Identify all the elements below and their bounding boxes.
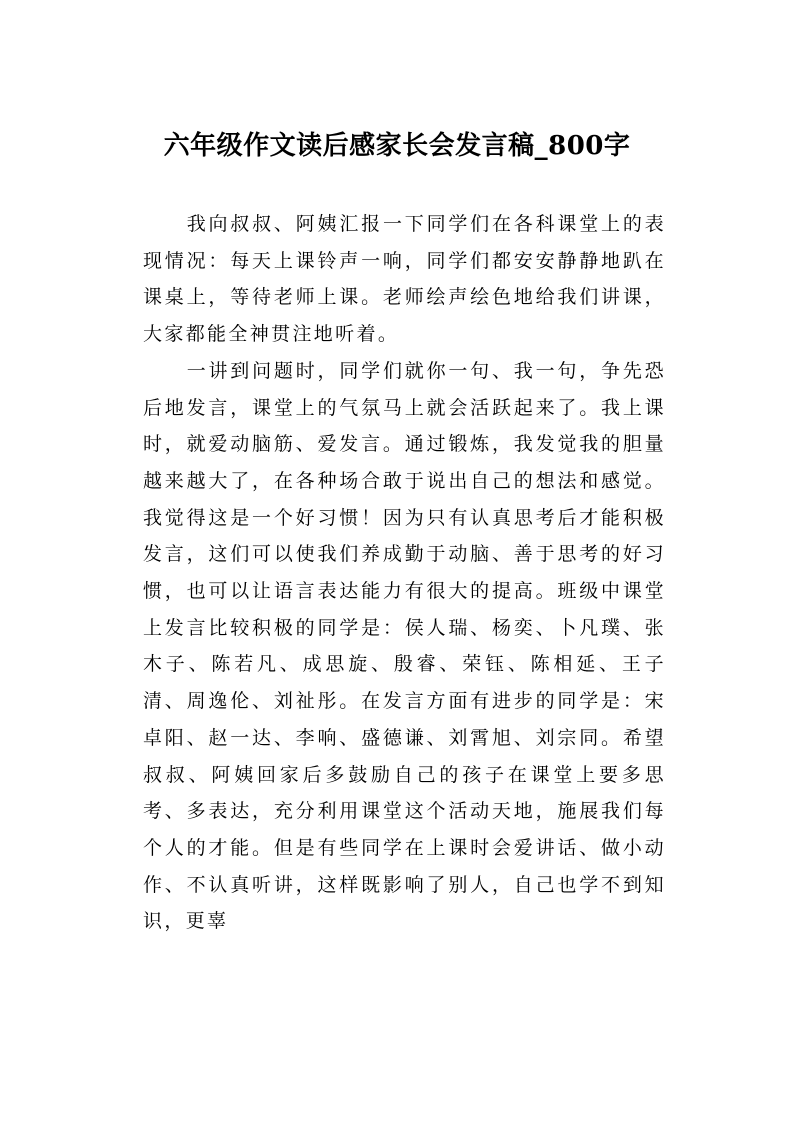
paragraph-1: 我向叔叔、阿姨汇报一下同学们在各科课堂上的表现情况：每天上课铃声一响，同学们都安安静静地趴在课桌上，等待老师上课。老师绘声绘色地给我们讲课，大家都能全神贯注地听着。 <box>143 213 666 346</box>
document-title: 六年级作文读后感家长会发言稿_800字 <box>163 131 631 162</box>
document-body <box>143 206 666 940</box>
paragraph-2: 一讲到问题时，同学们就你一句、我一句，争先恐后地发言，课堂上的气氛马上就会活跃起来了。我上课时，就爱动脑筋、爱发言。通过锻炼，我发觉我的胆量越来越大了，在各种场合敢于说出自己的想法和感觉。我觉得这是一个好习惯！因为只有认真思考后才能积极发言，这们可以使我们养成勤于动脑、善于思考的好习惯，也可以让语言表达能力有很大的提高。班级中课堂上发言比较积极的同学是：侯人瑞、杨奕、卜凡璞、张木子、陈若凡、成思旋、殷睿、荣钰、陈相延、王子清、周逸伦、刘祉彤。在发言方面有进步的同学是：宋卓阳、赵一达、李响、盛德谦、刘霄旭、刘宗同。希望叔叔、阿姨回家后多鼓励自己的孩子在课堂上要多思考、多表达，充分利用课堂这个活动天地，施展我们每个人的才能。但是有些同学在上课时会爱讲话、做小动作、不认真听讲，这样既影响了别人，自己也学不到知识，更辜 <box>143 359 666 933</box>
